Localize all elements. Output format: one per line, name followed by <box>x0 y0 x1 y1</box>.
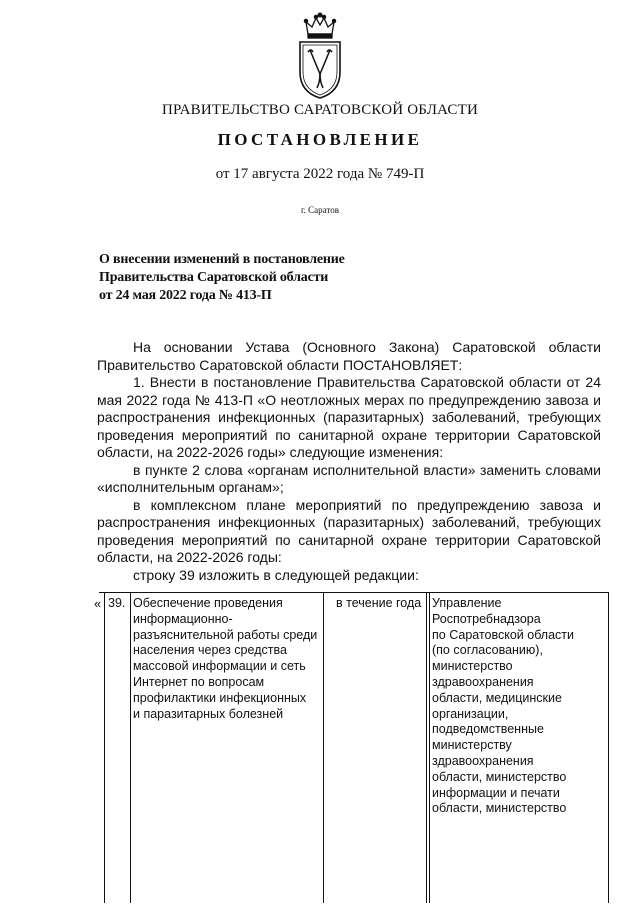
table-column-border <box>104 592 105 903</box>
measure-line: населения через средства <box>133 643 287 658</box>
responsible-line: министерство <box>432 659 513 674</box>
subject-line: Правительства Саратовской области <box>99 270 329 285</box>
subject-line: от 24 мая 2022 года № 413-П <box>99 288 272 303</box>
government-title: ПРАВИТЕЛЬСТВО САРАТОВСКОЙ ОБЛАСТИ <box>161 102 479 118</box>
responsible-line: области, министерство <box>432 801 567 816</box>
responsible-line: области, министерство <box>432 769 567 784</box>
body-paragraph: в комплексном плане мероприятий по предупреждению завоза и распространения инфекционных (паразитарных) заболеваний, требующих проведения мероприятий по санитарной охране территории Саратовской области, на 2022-2026 годы: <box>97 496 601 565</box>
decree-body <box>97 339 601 584</box>
responsible-line: Роспотребнадзора <box>432 611 541 626</box>
table-column-border <box>429 592 430 903</box>
body-paragraph: в пункте 2 слова «органам исполнительной власти» заменить словами «исполнительным органам»; <box>97 461 601 495</box>
measure-line: Интернет по вопросам <box>133 674 265 689</box>
body-paragraph: строку 39 изложить в следующей редакции: <box>133 566 419 583</box>
row-number: 39. <box>108 596 126 610</box>
subject-line: О внесении изменений в постановление <box>99 252 345 267</box>
document-type: ПОСТАНОВЛЕНИЕ <box>217 130 423 149</box>
table-column-border <box>426 592 427 903</box>
table-column-border <box>608 592 609 903</box>
table-column-border <box>323 592 324 903</box>
responsible-line: здравоохранения <box>432 674 534 689</box>
responsible-line: министерству <box>432 738 512 753</box>
responsible-line: подведомственные <box>432 722 544 737</box>
responsible-line: организации, <box>432 706 509 721</box>
deadline-cell: в течение года <box>336 596 422 610</box>
table-column-border <box>130 592 131 903</box>
measure-line: разъяснительной работы среди <box>133 627 318 642</box>
decree-subject <box>99 251 345 305</box>
city-label: г. Саратов <box>301 205 339 215</box>
body-paragraph: 1. Внести в постановление Правительства Саратовской области от 24 мая 2022 года № 413-П «О неотложных мерах по предупреждению завоза и распространения инфекционных (паразитарных) заболеваний, требующих проведения мероприятий по санитарной охране территории Саратовской области, на 2022-2026 годы» следующие изменения: <box>97 374 601 460</box>
measure-line: и паразитарных болезней <box>133 706 284 721</box>
body-paragraph: На основании Устава (Основного Закона) Саратовской области Правительство Саратовской области ПОСТАНОВЛЯЕТ: <box>97 339 601 373</box>
table-top-border <box>99 592 608 593</box>
measure-line: массовой информации и сеть <box>133 659 306 674</box>
open-quote: « <box>94 596 102 611</box>
coat-of-arms-icon <box>297 12 343 100</box>
measure-line: информационно- <box>133 611 233 626</box>
measure-line: Обеспечение проведения <box>133 596 283 610</box>
decree-date-number: от 17 августа 2022 года № 749-П <box>215 166 425 182</box>
responsible-line: информации и печати <box>432 785 560 800</box>
responsible-line: здравоохранения <box>432 753 534 768</box>
responsible-line: (по согласованию), <box>432 643 543 658</box>
measure-cell <box>133 596 317 722</box>
responsible-line: области, медицинские <box>432 690 562 705</box>
responsible-cell <box>432 596 574 817</box>
measure-line: профилактики инфекционных <box>133 690 307 705</box>
responsible-line: Управление <box>432 596 502 610</box>
responsible-line: по Саратовской области <box>432 627 574 642</box>
